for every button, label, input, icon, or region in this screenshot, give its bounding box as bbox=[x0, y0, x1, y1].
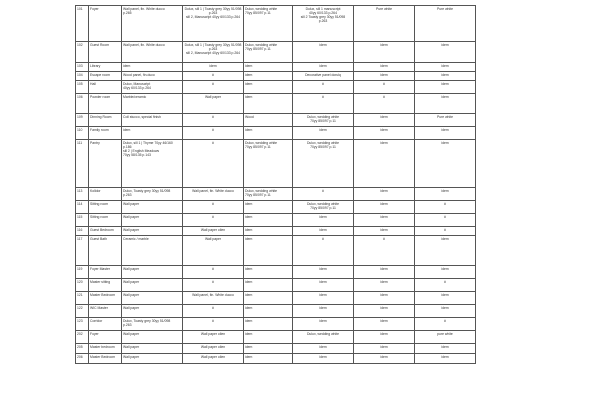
wall-finish-cell: Marble/ceramic bbox=[122, 94, 183, 114]
trim-finish-cell: Pure white bbox=[415, 114, 476, 127]
table-row bbox=[76, 266, 476, 279]
door-finish-cell: idem bbox=[244, 63, 293, 72]
radiator-finish-cell: idem bbox=[354, 72, 415, 81]
trim-finish-cell: # bbox=[415, 318, 476, 331]
window-finish-cell: Dulux, wedding white 70yy 85/097 p.11 bbox=[293, 114, 354, 127]
room-name-cell: Kolldor bbox=[89, 188, 122, 201]
ceiling-finish-cell: # bbox=[183, 114, 244, 127]
table-row bbox=[76, 201, 476, 214]
window-finish-cell: # bbox=[293, 236, 354, 266]
room-number-cell: 103 bbox=[76, 63, 89, 72]
window-finish-cell: idem bbox=[293, 318, 354, 331]
window-finish-cell: idem bbox=[293, 127, 354, 140]
table-row bbox=[76, 42, 476, 63]
wall-finish-cell: Wall panel, fin. White ducco bbox=[122, 42, 183, 63]
door-finish-cell: idem bbox=[244, 236, 293, 266]
door-finish-cell: idem bbox=[244, 279, 293, 292]
ceiling-finish-cell: # bbox=[183, 72, 244, 81]
window-finish-cell: idem bbox=[293, 279, 354, 292]
wall-finish-cell: Wall paper bbox=[122, 201, 183, 214]
wall-finish-cell: Wall paper bbox=[122, 331, 183, 344]
trim-finish-cell: idem bbox=[415, 292, 476, 305]
finish-schedule-body bbox=[76, 6, 476, 364]
trim-finish-cell: idem bbox=[415, 94, 476, 114]
radiator-finish-cell: idem bbox=[354, 354, 415, 364]
radiator-finish-cell: idem bbox=[354, 318, 415, 331]
door-finish-cell: Wood bbox=[244, 114, 293, 127]
ceiling-finish-cell: Wall paper olien bbox=[183, 227, 244, 236]
ceiling-finish-cell: Wall paper bbox=[183, 94, 244, 114]
room-name-cell: Pantry bbox=[89, 140, 122, 188]
trim-finish-cell: idem bbox=[415, 42, 476, 63]
room-name-cell: Sitting room bbox=[89, 214, 122, 227]
radiator-finish-cell: idem bbox=[354, 63, 415, 72]
room-number-cell: 206 bbox=[76, 354, 89, 364]
room-number-cell: 109 bbox=[76, 114, 89, 127]
room-name-cell: Sitting room bbox=[89, 201, 122, 214]
door-finish-cell: idem bbox=[244, 81, 293, 94]
trim-finish-cell: idem bbox=[415, 127, 476, 140]
radiator-finish-cell: idem bbox=[354, 42, 415, 63]
table-row bbox=[76, 279, 476, 292]
wall-finish-cell: Coll stucco, special finish bbox=[122, 114, 183, 127]
window-finish-cell: Dulux, wedding white 70yy 85/097 p.11 bbox=[293, 140, 354, 188]
ceiling-finish-cell: # bbox=[183, 127, 244, 140]
ceiling-finish-cell: Wall panel, fin. White ducco bbox=[183, 292, 244, 305]
ceiling-finish-cell: # bbox=[183, 81, 244, 94]
room-number-cell: 116 bbox=[76, 227, 89, 236]
radiator-finish-cell: idem bbox=[354, 331, 415, 344]
door-finish-cell: idem bbox=[244, 344, 293, 354]
window-finish-cell: idem bbox=[293, 354, 354, 364]
room-name-cell: Master Bedroom bbox=[89, 292, 122, 305]
window-finish-cell: idem bbox=[293, 214, 354, 227]
ceiling-finish-cell: Wall paper olien bbox=[183, 331, 244, 344]
room-name-cell: Guest Bedroom bbox=[89, 227, 122, 236]
table-row bbox=[76, 354, 476, 364]
wall-finish-cell: idem bbox=[122, 127, 183, 140]
trim-finish-cell: idem bbox=[415, 305, 476, 318]
room-number-cell: 101 bbox=[76, 6, 89, 42]
table-row bbox=[76, 331, 476, 344]
room-name-cell: Master bedroom bbox=[89, 344, 122, 354]
wall-finish-cell: Wall paper bbox=[122, 354, 183, 364]
room-name-cell: Master sitting bbox=[89, 279, 122, 292]
room-number-cell: 115 bbox=[76, 214, 89, 227]
window-finish-cell: # bbox=[293, 94, 354, 114]
door-finish-cell: idem bbox=[244, 127, 293, 140]
table-row bbox=[76, 81, 476, 94]
table-row bbox=[76, 63, 476, 72]
ceiling-finish-cell: idem bbox=[183, 63, 244, 72]
table-row bbox=[76, 214, 476, 227]
trim-finish-cell: # bbox=[415, 227, 476, 236]
wall-finish-cell: Wall paper bbox=[122, 344, 183, 354]
room-number-cell: 119 bbox=[76, 266, 89, 279]
room-number-cell: 120 bbox=[76, 279, 89, 292]
table-row bbox=[76, 188, 476, 201]
window-finish-cell: # bbox=[293, 81, 354, 94]
room-number-cell: 117 bbox=[76, 236, 89, 266]
table-row bbox=[76, 140, 476, 188]
window-finish-cell: idem bbox=[293, 305, 354, 318]
wall-finish-cell: Dulux, Toasty grey 30yy 51/098 p.263 bbox=[122, 188, 183, 201]
door-finish-cell: idem bbox=[244, 305, 293, 318]
trim-finish-cell: idem bbox=[415, 72, 476, 81]
window-finish-cell: # bbox=[293, 188, 354, 201]
room-name-cell: Foyer bbox=[89, 6, 122, 42]
radiator-finish-cell: # bbox=[354, 236, 415, 266]
window-finish-cell: Dulux, wedding white 70yy 85/097 p.11 bbox=[293, 201, 354, 214]
ceiling-finish-cell: # bbox=[183, 140, 244, 188]
door-finish-cell: Dulux, wedding white 70yy 85/097 p.11 bbox=[244, 140, 293, 188]
window-finish-cell: Dulux, wedding white bbox=[293, 331, 354, 344]
radiator-finish-cell: Pure white bbox=[354, 6, 415, 42]
trim-finish-cell: idem bbox=[415, 63, 476, 72]
door-finish-cell: idem bbox=[244, 72, 293, 81]
wall-finish-cell: Wall paper bbox=[122, 305, 183, 318]
finish-schedule-table bbox=[75, 5, 476, 364]
window-finish-cell: idem bbox=[293, 344, 354, 354]
trim-finish-cell: idem bbox=[415, 236, 476, 266]
radiator-finish-cell: idem bbox=[354, 140, 415, 188]
radiator-finish-cell: idem bbox=[354, 344, 415, 354]
room-name-cell: Family room bbox=[89, 127, 122, 140]
window-finish-cell: idem bbox=[293, 63, 354, 72]
door-finish-cell: idem bbox=[244, 318, 293, 331]
wall-finish-cell: Wood panel, fin.duco bbox=[122, 72, 183, 81]
room-name-cell: Foyer Master bbox=[89, 266, 122, 279]
trim-finish-cell: # bbox=[415, 279, 476, 292]
trim-finish-cell: idem bbox=[415, 81, 476, 94]
room-name-cell: Corridor bbox=[89, 318, 122, 331]
window-finish-cell: idem bbox=[293, 292, 354, 305]
room-number-cell: 111 bbox=[76, 140, 89, 188]
room-number-cell: 122 bbox=[76, 305, 89, 318]
table-row bbox=[76, 318, 476, 331]
room-number-cell: 114 bbox=[76, 201, 89, 214]
radiator-finish-cell: idem bbox=[354, 227, 415, 236]
window-finish-cell: idem bbox=[293, 227, 354, 236]
room-number-cell: 110 bbox=[76, 127, 89, 140]
room-number-cell: 105 bbox=[76, 81, 89, 94]
radiator-finish-cell: idem bbox=[354, 305, 415, 318]
window-finish-cell: idem bbox=[293, 266, 354, 279]
room-name-cell: WIC Master bbox=[89, 305, 122, 318]
wall-finish-cell: Wall paper bbox=[122, 266, 183, 279]
radiator-finish-cell: idem bbox=[354, 214, 415, 227]
ceiling-finish-cell: Dulux, sill 1 | Toasty grey 30yy 51/098 p.263 sill 2, Manuscript 40yy 60/133 p.264 bbox=[183, 6, 244, 42]
door-finish-cell: idem bbox=[244, 94, 293, 114]
door-finish-cell: idem bbox=[244, 292, 293, 305]
ceiling-finish-cell: Wall paper olien bbox=[183, 354, 244, 364]
door-finish-cell: Dulux, wedding white 70yy 85/097 p.11 bbox=[244, 188, 293, 201]
table-row bbox=[76, 227, 476, 236]
window-finish-cell: Decorative panel dorulq bbox=[293, 72, 354, 81]
wall-finish-cell: Dulux, Manuscript 40yy 60/133 p.264 bbox=[122, 81, 183, 94]
room-number-cell: 205 bbox=[76, 344, 89, 354]
wall-finish-cell: Wall paper bbox=[122, 214, 183, 227]
room-name-cell: Foyer bbox=[89, 331, 122, 344]
ceiling-finish-cell: # bbox=[183, 201, 244, 214]
window-finish-cell: idem bbox=[293, 42, 354, 63]
table-row bbox=[76, 344, 476, 354]
room-number-cell: 113 bbox=[76, 188, 89, 201]
table-row bbox=[76, 236, 476, 266]
radiator-finish-cell: # bbox=[354, 81, 415, 94]
trim-finish-cell: idem bbox=[415, 188, 476, 201]
room-name-cell: Master Bedroom bbox=[89, 354, 122, 364]
trim-finish-cell: idem bbox=[415, 140, 476, 188]
radiator-finish-cell: idem bbox=[354, 292, 415, 305]
trim-finish-cell: idem bbox=[415, 266, 476, 279]
room-name-cell: Guest Bath bbox=[89, 236, 122, 266]
ceiling-finish-cell: # bbox=[183, 305, 244, 318]
wall-finish-cell: Dulux, sill 1 | Thyme 70yy 46/160 p.186 sill 2 | English Meadows 70yy 58/135 p.143 bbox=[122, 140, 183, 188]
room-number-cell: 102 bbox=[76, 42, 89, 63]
trim-finish-cell: # bbox=[415, 214, 476, 227]
table-row bbox=[76, 114, 476, 127]
room-number-cell: 123 bbox=[76, 318, 89, 331]
room-name-cell: Hall bbox=[89, 81, 122, 94]
wall-finish-cell: Wall paper bbox=[122, 227, 183, 236]
trim-finish-cell: pure white bbox=[415, 331, 476, 344]
ceiling-finish-cell: Wall paper bbox=[183, 236, 244, 266]
door-finish-cell: idem bbox=[244, 266, 293, 279]
table-row bbox=[76, 72, 476, 81]
door-finish-cell: Dulux, wedding white 70yy 85/097 p.11 bbox=[244, 6, 293, 42]
door-finish-cell: idem bbox=[244, 331, 293, 344]
room-name-cell: Powder room bbox=[89, 94, 122, 114]
trim-finish-cell: idem bbox=[415, 344, 476, 354]
radiator-finish-cell: # bbox=[354, 94, 415, 114]
ceiling-finish-cell: # bbox=[183, 279, 244, 292]
trim-finish-cell: idem bbox=[415, 354, 476, 364]
room-number-cell: 121 bbox=[76, 292, 89, 305]
room-name-cell: Dinning Room bbox=[89, 114, 122, 127]
table-row bbox=[76, 94, 476, 114]
door-finish-cell: idem bbox=[244, 201, 293, 214]
door-finish-cell: idem bbox=[244, 227, 293, 236]
table-row bbox=[76, 6, 476, 42]
ceiling-finish-cell: Dulux, sill 1 | Toasty grey 30yy 51/098 p.263 sill 2, Manuscript 40yy 60/133 p.264 bbox=[183, 42, 244, 63]
wall-finish-cell: Ceramic / marble bbox=[122, 236, 183, 266]
room-number-cell: 202 bbox=[76, 331, 89, 344]
window-finish-cell: Dulux, sill 1 manuscript 40yy 60/133 p.264 sill 2 Toasty grey 30yy 51/098 p.263 bbox=[293, 6, 354, 42]
wall-finish-cell: Wall paper bbox=[122, 292, 183, 305]
room-number-cell: 106 bbox=[76, 94, 89, 114]
radiator-finish-cell: idem bbox=[354, 127, 415, 140]
wall-finish-cell: Dulux, Toasty grey 30yy 51/098 p.263 bbox=[122, 318, 183, 331]
room-name-cell: Escape room bbox=[89, 72, 122, 81]
wall-finish-cell: idem bbox=[122, 63, 183, 72]
table-row bbox=[76, 305, 476, 318]
wall-finish-cell: Wall paper bbox=[122, 279, 183, 292]
door-finish-cell: idem bbox=[244, 214, 293, 227]
table-row bbox=[76, 127, 476, 140]
room-name-cell: Guest Room bbox=[89, 42, 122, 63]
radiator-finish-cell: idem bbox=[354, 279, 415, 292]
table-row bbox=[76, 292, 476, 305]
radiator-finish-cell: idem bbox=[354, 266, 415, 279]
room-name-cell: Library bbox=[89, 63, 122, 72]
ceiling-finish-cell: # bbox=[183, 214, 244, 227]
ceiling-finish-cell: # bbox=[183, 318, 244, 331]
ceiling-finish-cell: # bbox=[183, 266, 244, 279]
wall-finish-cell: Wall panel, fin. White ducco p.265 bbox=[122, 6, 183, 42]
trim-finish-cell: Pure white bbox=[415, 6, 476, 42]
door-finish-cell: idem bbox=[244, 354, 293, 364]
radiator-finish-cell: idem bbox=[354, 114, 415, 127]
door-finish-cell: Dulux, wedding white 70yy 85/097 p.11 bbox=[244, 42, 293, 63]
ceiling-finish-cell: Wall paper olien bbox=[183, 344, 244, 354]
ceiling-finish-cell: Wall panel, fin. White ducco bbox=[183, 188, 244, 201]
trim-finish-cell: # bbox=[415, 201, 476, 214]
radiator-finish-cell: idem bbox=[354, 188, 415, 201]
room-number-cell: 104 bbox=[76, 72, 89, 81]
radiator-finish-cell: idem bbox=[354, 201, 415, 214]
